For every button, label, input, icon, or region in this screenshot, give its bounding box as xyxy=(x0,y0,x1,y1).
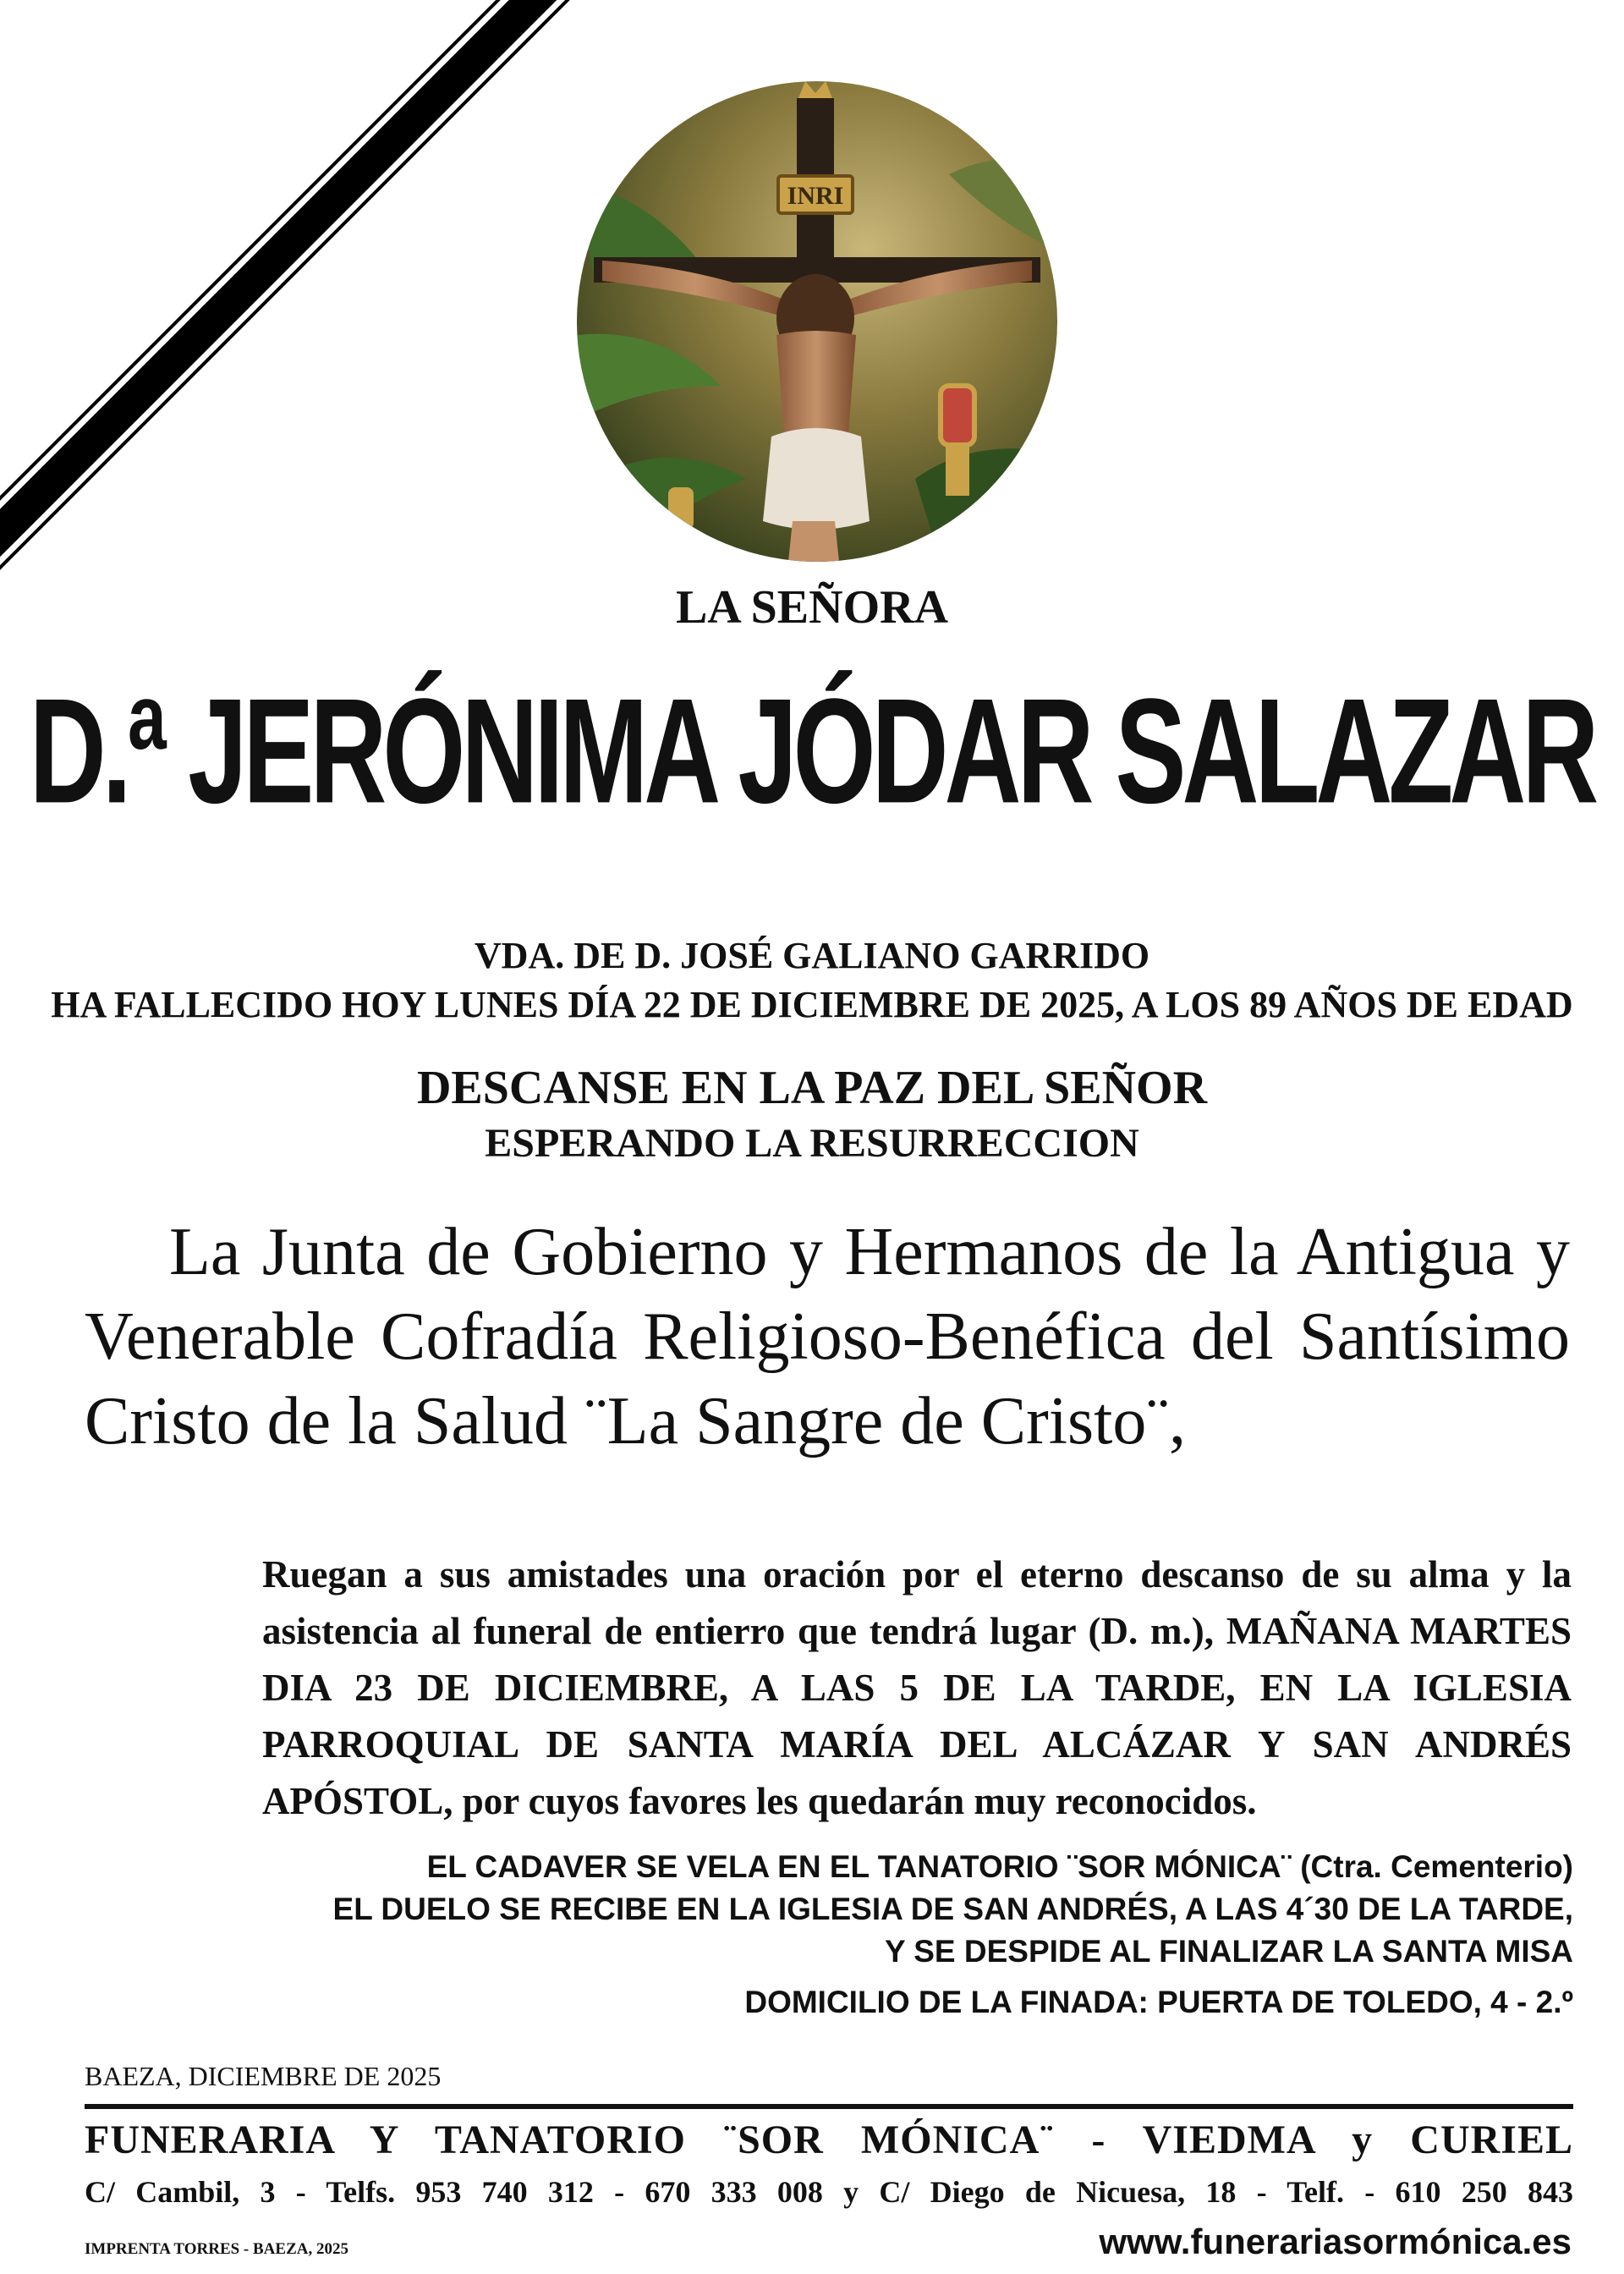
funeral-home-address: C/ Cambil, 3 - Telfs. 953 740 312 - 670 333 008 y C/ Diego de Nicuesa, 18 - Telf. - 610 250 843 xyxy=(85,2175,1573,2209)
website-link[interactable]: www.funerariasormónica.es xyxy=(1099,2222,1572,2261)
crucifix-photo xyxy=(577,81,1057,562)
svg-text:INRI: INRI xyxy=(787,182,844,210)
cofradia-paragraph xyxy=(85,1210,1570,1464)
condolences-line: EL DUELO SE RECIBE EN LA IGLESIA DE SAN ANDRÉS, A LAS 4´30 DE LA TARDE, xyxy=(332,1892,1573,1926)
deceased-name: D.ª JERÓNIMA JÓDAR SALAZAR xyxy=(29,667,1595,835)
funeral-request-paragraph: Ruegan a sus amistades una oración por el eterno descanso de su alma y la asistencia al funeral de entierro que tendrá lugar (D. m.), MAÑANA MARTES DIA 23 DE DICIEMBRE, A LAS 5 DE LA TARDE, EN LA IGLESIA PARROQUIAL DE SANTA MARÍA DEL ALCÁZAR Y SAN ANDRÉS APÓSTOL, por cuyos favores les quedarán muy reconocidos. xyxy=(262,1553,1572,1822)
wake-location-line: EL CADAVER SE VELA EN EL TANATORIO ¨SOR MÓNICA¨ (Ctra. Cementerio) xyxy=(426,1849,1573,1884)
resurrection-line: ESPERANDO LA RESURRECCION xyxy=(485,1121,1139,1166)
farewell-line: Y SE DESPIDE AL FINALIZAR LA SANTA MISA xyxy=(884,1934,1573,1969)
printer-credit: IMPRENTA TORRES - BAEZA, 2025 xyxy=(85,2240,348,2258)
widow-of-line: VDA. DE D. JOSÉ GALIANO GARRIDO xyxy=(474,935,1150,976)
funeral-home-name: FUNERARIA Y TANATORIO ¨SOR MÓNICA¨ - VIEDMA y CURIEL xyxy=(85,2117,1573,2162)
death-notice-line: HA FALLECIDO HOY LUNES DÍA 22 DE DICIEMBRE DE 2025, A LOS 89 AÑOS DE EDAD xyxy=(51,984,1573,1025)
place-date: BAEZA, DICIEMBRE DE 2025 xyxy=(85,2061,442,2091)
cofradia-text: La Junta de Gobierno y Hermanos de la Antigua y Venerable Cofradía Religioso-Benéfica del Santísimo Cristo de la Salud ¨La Sangre de Cristo¨, xyxy=(85,1215,1570,1458)
rest-in-peace-line: DESCANSE EN LA PAZ DEL SEÑOR xyxy=(416,1062,1208,1114)
title-prefix: LA SEÑORA xyxy=(675,581,949,634)
home-address-line: DOMICILIO DE LA FINADA: PUERTA DE TOLEDO, 4 - 2.º xyxy=(744,1985,1573,2019)
mourning-band xyxy=(0,0,661,601)
footer-divider xyxy=(85,2104,1573,2109)
